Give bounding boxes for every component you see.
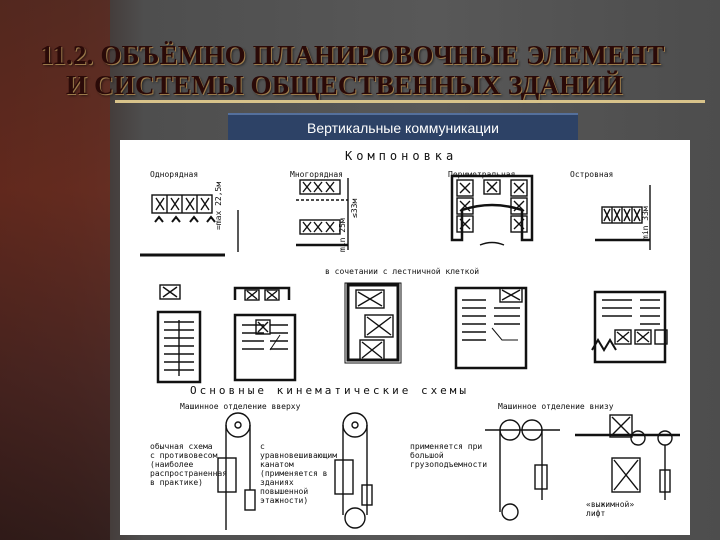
note-heavy: применяется при большой грузоподъемности [410,442,488,469]
stair-group-4 [456,288,526,368]
dim-multi: ≤33м [350,198,359,218]
machine-top-label: Машинное отделение вверху [180,402,301,411]
title-underline [115,100,705,103]
dim-single: =max 22,5м [214,181,223,230]
layout-perimeter [452,176,532,245]
scheme-balanced [335,413,372,528]
title-line-2: И СИСТЕМЫ ОБЩЕСТВЕННЫХ ЗДАНИЙ [66,70,623,100]
note-balanced: с уравновешивающим канатом (применяется в зданиях повышенной этажности) [260,442,338,505]
layouts-heading: Компоновка [345,149,458,163]
note-ordinary: обычная схема с противовесом (наиболее распространенная в практике) [150,442,228,487]
stair-group-5 [592,292,667,362]
stair-group-3 [345,283,401,363]
dim-multi-min: min 25м [338,218,347,252]
layout-label-perimeter: Периметральная [448,170,516,179]
layout-single-row [140,195,238,255]
stair-group-2 [235,288,295,380]
stair-group-1 [158,285,200,382]
slide-title [40,40,720,100]
layout-label-multi: Многорядная [290,170,343,179]
layout-label-single: Однорядная [150,170,199,179]
scheme-bottom [575,415,680,500]
note-pushed: «выжимной» лифт [586,500,635,518]
layout-label-island: Островная [570,170,614,179]
subtitle-bar: Вертикальные коммуникации [228,113,578,141]
scheme-heavy [485,420,560,520]
kinematic-heading: Основные кинематические схемы [190,384,470,397]
elevator-diagram [120,140,690,535]
stair-caption: в сочетании с лестничной клеткой [325,267,480,276]
dim-island: min 33м [641,206,650,240]
machine-bottom-label: Машинное отделение внизу [498,402,614,411]
title-line-1: 11.2. ОБЪЁМНО ПЛАНИРОВОЧНЫЕ ЭЛЕМЕНТ [40,40,665,70]
